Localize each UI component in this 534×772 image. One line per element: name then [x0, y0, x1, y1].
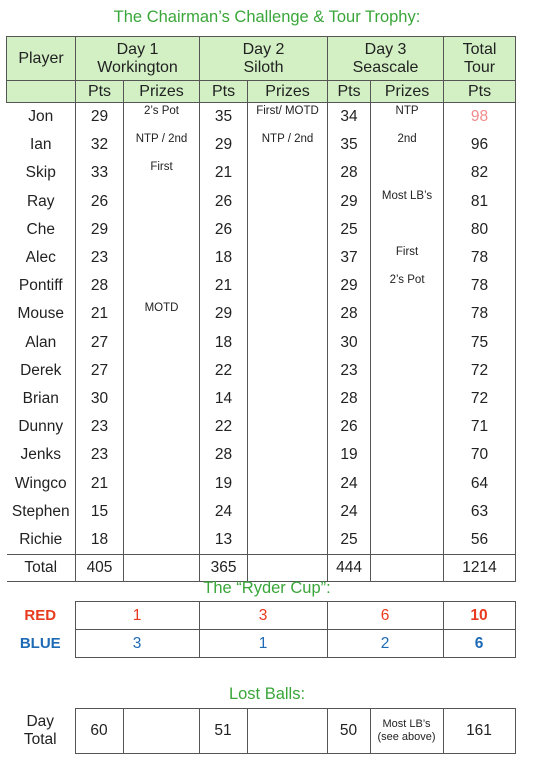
day3-pts: 28: [328, 300, 371, 328]
subheader-prizes: Prizes: [371, 81, 444, 103]
day1-pts: 27: [76, 357, 124, 385]
subheader-prizes: Prizes: [248, 81, 328, 103]
blue-label: BLUE: [19, 635, 61, 652]
player-name: Brian: [7, 385, 76, 413]
header-day3: Day 3 Seascale: [328, 37, 444, 81]
day3-pts: 34: [328, 103, 371, 132]
day2-pts: 22: [200, 357, 248, 385]
red-day3: 6: [327, 602, 443, 630]
player-row: [7, 300, 516, 328]
lost-note: Most LB’s (see above): [370, 709, 443, 754]
player-row: [7, 188, 516, 216]
day3-prize: 2nd: [371, 131, 444, 159]
day3-prize: [371, 498, 444, 526]
player-name: Che: [7, 216, 76, 244]
totals-label: Total: [7, 555, 76, 582]
day1-pts: 28: [76, 272, 124, 300]
ryder-table: [6, 601, 516, 658]
player-rows: [7, 103, 516, 555]
lost-blank: [123, 709, 199, 754]
ryder-red-row: [6, 602, 515, 630]
red-day2: 3: [199, 602, 327, 630]
day1-prize: First: [124, 159, 200, 187]
day3-prize: [371, 159, 444, 187]
totals-row: [7, 555, 516, 582]
day2-pts: 18: [200, 329, 248, 357]
day3-pts: 25: [328, 526, 371, 555]
day2-prize: [248, 216, 328, 244]
day3-pts: 19: [328, 441, 371, 469]
tour-total: 82: [444, 159, 516, 187]
player-row: [7, 498, 516, 526]
player-row: [7, 216, 516, 244]
player-row: [7, 385, 516, 413]
player-name: Dunny: [7, 413, 76, 441]
day3-pts: 29: [328, 272, 371, 300]
player-row: [7, 159, 516, 187]
tour-total: 63: [444, 498, 516, 526]
day2-pts: 26: [200, 188, 248, 216]
day3-pts: 24: [328, 469, 371, 497]
totals-blank: [371, 555, 444, 582]
day2-prize: [248, 498, 328, 526]
day3-pts: 26: [328, 413, 371, 441]
day3-pts: 24: [328, 498, 371, 526]
player-row: [7, 103, 516, 132]
subheader-pts: Pts: [76, 81, 124, 103]
day2-prize: First/ MOTD: [248, 103, 328, 132]
day1-pts: 23: [76, 441, 124, 469]
day1-pts: 21: [76, 469, 124, 497]
day3-prize: NTP: [371, 103, 444, 132]
day2-pts: 21: [200, 272, 248, 300]
tour-total: 72: [444, 385, 516, 413]
day2-pts: 28: [200, 441, 248, 469]
day3-prize: [371, 300, 444, 328]
tour-total: 70: [444, 441, 516, 469]
blue-day3: 2: [327, 630, 443, 658]
day3-pts: 29: [328, 188, 371, 216]
player-name: Stephen: [7, 498, 76, 526]
tour-total: 78: [444, 244, 516, 272]
day3-prize: [371, 469, 444, 497]
tour-total: 78: [444, 272, 516, 300]
day1-pts: 21: [76, 300, 124, 328]
day1-prize: 2’s Pot: [124, 103, 200, 132]
player-name: Wingco: [7, 469, 76, 497]
lost-total: 161: [443, 709, 515, 754]
player-name: Jenks: [7, 441, 76, 469]
lost-label: Day Total: [23, 713, 57, 748]
lost-day2: 51: [199, 709, 247, 754]
day2-pts: 26: [200, 216, 248, 244]
day3-prize: [371, 385, 444, 413]
day3-pts: 35: [328, 131, 371, 159]
totals-day3: 444: [328, 555, 371, 582]
day1-prize: [124, 357, 200, 385]
lost-day1: 60: [75, 709, 123, 754]
day3-pts: 30: [328, 329, 371, 357]
day1-prize: [124, 469, 200, 497]
red-day1: 1: [75, 602, 199, 630]
day1-prize: [124, 216, 200, 244]
day2-pts: 18: [200, 244, 248, 272]
tour-total: 96: [444, 131, 516, 159]
player-row: [7, 469, 516, 497]
player-row: [7, 357, 516, 385]
red-label: RED: [24, 607, 57, 624]
totals-day2: 365: [200, 555, 248, 582]
day2-prize: [248, 385, 328, 413]
day2-prize: [248, 357, 328, 385]
player-row: [7, 329, 516, 357]
day1-prize: [124, 385, 200, 413]
header-player: Player: [7, 37, 76, 81]
blue-day2: 1: [199, 630, 327, 658]
day2-pts: 14: [200, 385, 248, 413]
day1-prize: [124, 244, 200, 272]
lost-day3: 50: [327, 709, 370, 754]
day2-prize: [248, 329, 328, 357]
day2-prize: [248, 413, 328, 441]
player-name: Alec: [7, 244, 76, 272]
day1-prize: [124, 526, 200, 555]
day1-pts: 32: [76, 131, 124, 159]
tour-total: 75: [444, 329, 516, 357]
day3-prize: [371, 216, 444, 244]
day2-pts: 29: [200, 131, 248, 159]
lost-blank: [247, 709, 327, 754]
player-row: [7, 526, 516, 555]
ryder-blue-row: [6, 630, 515, 658]
header-total: Total Tour: [444, 37, 516, 81]
header-day1: Day 1 Workington: [76, 37, 200, 81]
player-row: [7, 413, 516, 441]
player-name: Pontiff: [7, 272, 76, 300]
red-total: 10: [443, 602, 515, 630]
player-row: [7, 441, 516, 469]
totals-day1: 405: [76, 555, 124, 582]
player-row: [7, 244, 516, 272]
day3-prize: [371, 357, 444, 385]
day1-pts: 30: [76, 385, 124, 413]
day1-pts: 33: [76, 159, 124, 187]
tour-total: 64: [444, 469, 516, 497]
player-name: Alan: [7, 329, 76, 357]
subheader-row: [7, 81, 516, 103]
day3-pts: 28: [328, 159, 371, 187]
day2-prize: [248, 526, 328, 555]
day1-prize: [124, 272, 200, 300]
day2-prize: [248, 441, 328, 469]
player-name: Skip: [7, 159, 76, 187]
player-row: [7, 131, 516, 159]
day1-prize: [124, 498, 200, 526]
day3-prize: First: [371, 244, 444, 272]
day1-pts: 26: [76, 188, 124, 216]
totals-blank: [124, 555, 200, 582]
header-day2: Day 2 Siloth: [200, 37, 328, 81]
day2-pts: 21: [200, 159, 248, 187]
day1-prize: MOTD: [124, 300, 200, 328]
player-name: Derek: [7, 357, 76, 385]
day2-prize: [248, 300, 328, 328]
day3-pts: 25: [328, 216, 371, 244]
page-title: The Chairman’s Challenge & Tour Trophy:: [113, 8, 421, 26]
day2-pts: 29: [200, 300, 248, 328]
day3-prize: [371, 413, 444, 441]
totals-blank: [248, 555, 328, 582]
day2-pts: 24: [200, 498, 248, 526]
day3-prize: [371, 526, 444, 555]
lost-balls-row: [6, 709, 515, 754]
day3-prize: 2’s Pot: [371, 272, 444, 300]
day1-pts: 29: [76, 103, 124, 132]
scores-table: [6, 36, 516, 582]
day1-pts: 23: [76, 413, 124, 441]
tour-total: 56: [444, 526, 516, 555]
tour-total: 78: [444, 300, 516, 328]
player-name: Jon: [7, 103, 76, 132]
header-row: [7, 37, 516, 81]
day2-pts: 35: [200, 103, 248, 132]
ryder-title: The “Ryder Cup”:: [203, 579, 331, 597]
day1-pts: 23: [76, 244, 124, 272]
player-name: Ray: [7, 188, 76, 216]
day2-pts: 22: [200, 413, 248, 441]
day2-prize: [248, 272, 328, 300]
day3-pts: 23: [328, 357, 371, 385]
lost-balls-table: [6, 708, 516, 754]
subheader-prizes: Prizes: [124, 81, 200, 103]
tour-total: 98: [444, 103, 516, 132]
day2-prize: [248, 244, 328, 272]
day2-prize: [248, 159, 328, 187]
day2-prize: [248, 469, 328, 497]
day1-prize: [124, 441, 200, 469]
tour-total: 71: [444, 413, 516, 441]
subheader-pts: Pts: [328, 81, 371, 103]
day2-pts: 13: [200, 526, 248, 555]
day3-prize: [371, 441, 444, 469]
player-name: Richie: [7, 526, 76, 555]
day1-prize: [124, 413, 200, 441]
subheader-blank: [7, 81, 76, 103]
day2-prize: NTP / 2nd: [248, 131, 328, 159]
day1-pts: 18: [76, 526, 124, 555]
player-name: Ian: [7, 131, 76, 159]
day1-prize: NTP / 2nd: [124, 131, 200, 159]
day1-prize: [124, 329, 200, 357]
totals-tour: 1214: [444, 555, 516, 582]
day1-prize: [124, 188, 200, 216]
day1-pts: 15: [76, 498, 124, 526]
tour-total: 81: [444, 188, 516, 216]
subheader-pts: Pts: [444, 81, 516, 103]
day3-pts: 28: [328, 385, 371, 413]
blue-total: 6: [443, 630, 515, 658]
lost-balls-title: Lost Balls:: [228, 685, 306, 703]
day3-pts: 37: [328, 244, 371, 272]
day3-prize: [371, 329, 444, 357]
tour-total: 72: [444, 357, 516, 385]
tour-total: 80: [444, 216, 516, 244]
day2-prize: [248, 188, 328, 216]
day3-prize: Most LB’s: [371, 188, 444, 216]
day1-pts: 27: [76, 329, 124, 357]
player-name: Mouse: [7, 300, 76, 328]
day1-pts: 29: [76, 216, 124, 244]
player-row: [7, 272, 516, 300]
day2-pts: 19: [200, 469, 248, 497]
blue-day1: 3: [75, 630, 199, 658]
subheader-pts: Pts: [200, 81, 248, 103]
